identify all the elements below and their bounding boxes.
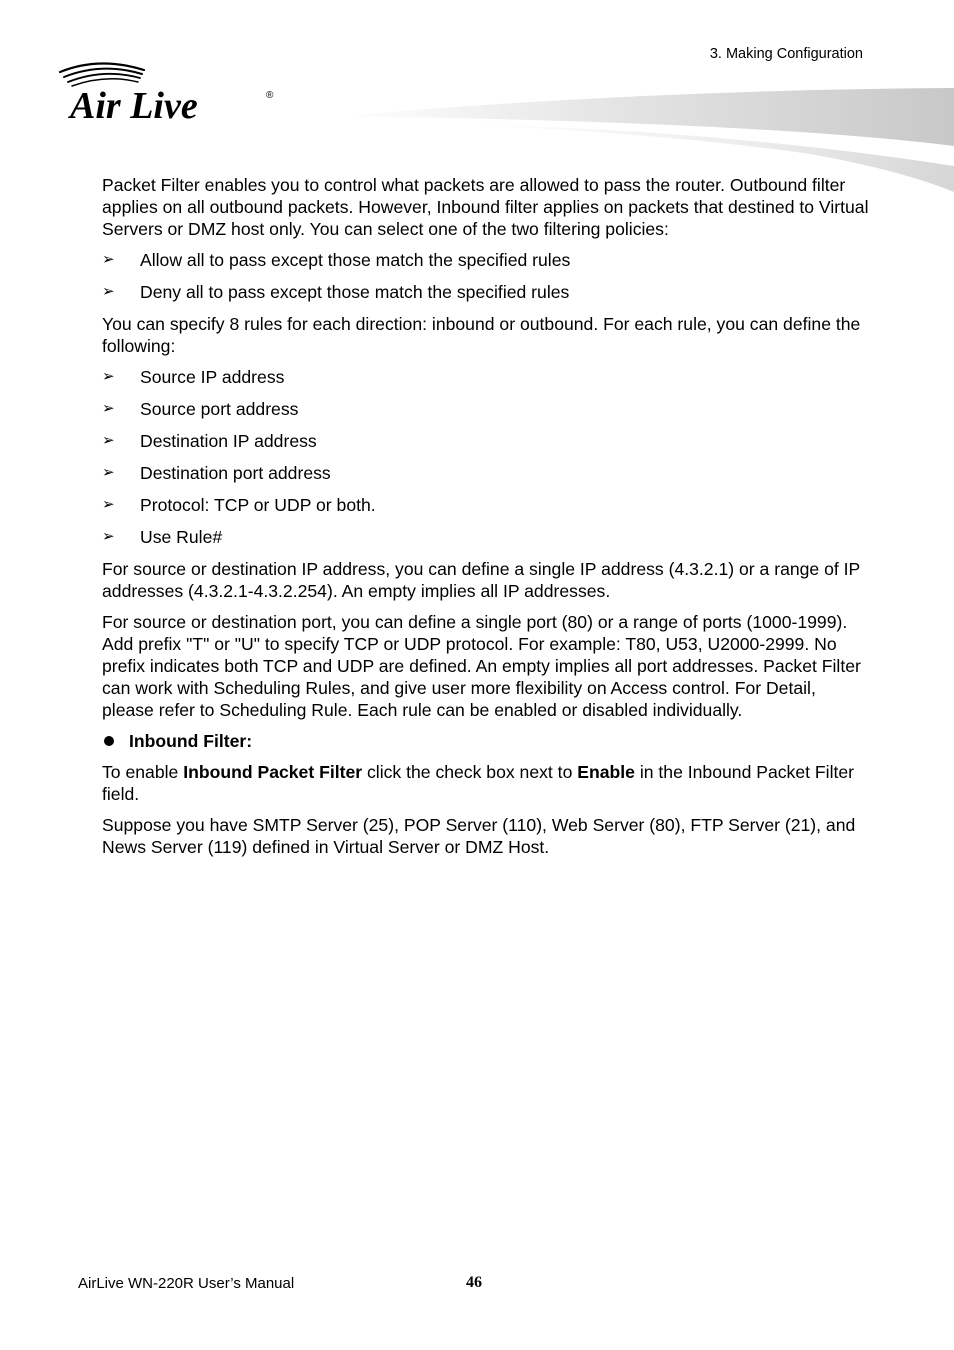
list-item: ➢ Source IP address [102,367,285,387]
policy-list [102,249,872,303]
registered-mark: ® [266,90,274,101]
airlive-logo [54,58,284,128]
manual-title: AirLive WN-220R User’s Manual [78,1275,295,1292]
suppose-paragraph: Suppose you have SMTP Server (25), POP Server (110), Web Server (80), FTP Server (21), and News Server (119) defined in Virtual Server or DMZ Host. [102,815,856,857]
enable-paragraph: To enable Inbound Packet Filter click the check box next to Enable in the Inbound Packet Filter field. [102,762,855,804]
arrow-bullet-icon: ➢ [102,528,115,545]
list-item: ➢ Destination port address [102,463,331,483]
logo-text: Air Live [70,85,198,127]
ip-address-paragraph: For source or destination IP address, you can define a single IP address (4.3.2.1) or a range of IP addresses (4.3.2.1-4.3.2.254). An empty implies all IP addresses. [102,559,860,601]
page-body [102,174,872,867]
arrow-bullet-icon: ➢ [102,283,115,300]
list-item: ➢ Allow all to pass except those match the specified rules [102,250,571,270]
arrow-bullet-icon: ➢ [102,400,115,417]
page-number: 46 [466,1274,482,1291]
arrow-bullet-icon: ➢ [102,496,115,513]
port-paragraph: For source or destination port, you can define a single port (80) or a range of ports (1000-1999). Add prefix "T" or "U" to specify TCP or UDP protocol. For example: T80, U53, U2000-2999. No prefix indicates both TCP and UDP are defined. An empty implies all port addresses. Packet Filter can work with Scheduling Rules, and give user more flexibility on Access control. For Detail, please refer to Scheduling Rule. Each rule can be enabled or disabled individually. [102,612,861,720]
arrow-bullet-icon: ➢ [102,368,115,385]
intro-paragraph: Packet Filter enables you to control what packets are allowed to pass the router. Outbound filter applies on all outbound packets. However, Inbound filter applies on packets that destined to Virtual Servers or DMZ host only. You can select one of the two filtering policies: [102,175,869,239]
list-item: ➢ Deny all to pass except those match the specified rules [102,282,570,302]
list-item: ➢ Protocol: TCP or UDP or both. [102,495,376,515]
inbound-filter-heading: Inbound Filter: [102,730,872,752]
arrow-bullet-icon: ➢ [102,432,115,449]
round-bullet-icon [104,736,114,746]
rule-field-list [102,366,872,548]
arrow-bullet-icon: ➢ [102,464,115,481]
arrow-bullet-icon: ➢ [102,251,115,268]
list-item: ➢ Destination IP address [102,431,317,451]
section-header: 3. Making Configuration [709,46,863,62]
rules-intro-paragraph: You can specify 8 rules for each direction: inbound or outbound. For each rule, you can define the following: [102,314,861,356]
list-item: ➢ Source port address [102,399,299,419]
list-item: ➢ Use Rule# [102,527,223,547]
